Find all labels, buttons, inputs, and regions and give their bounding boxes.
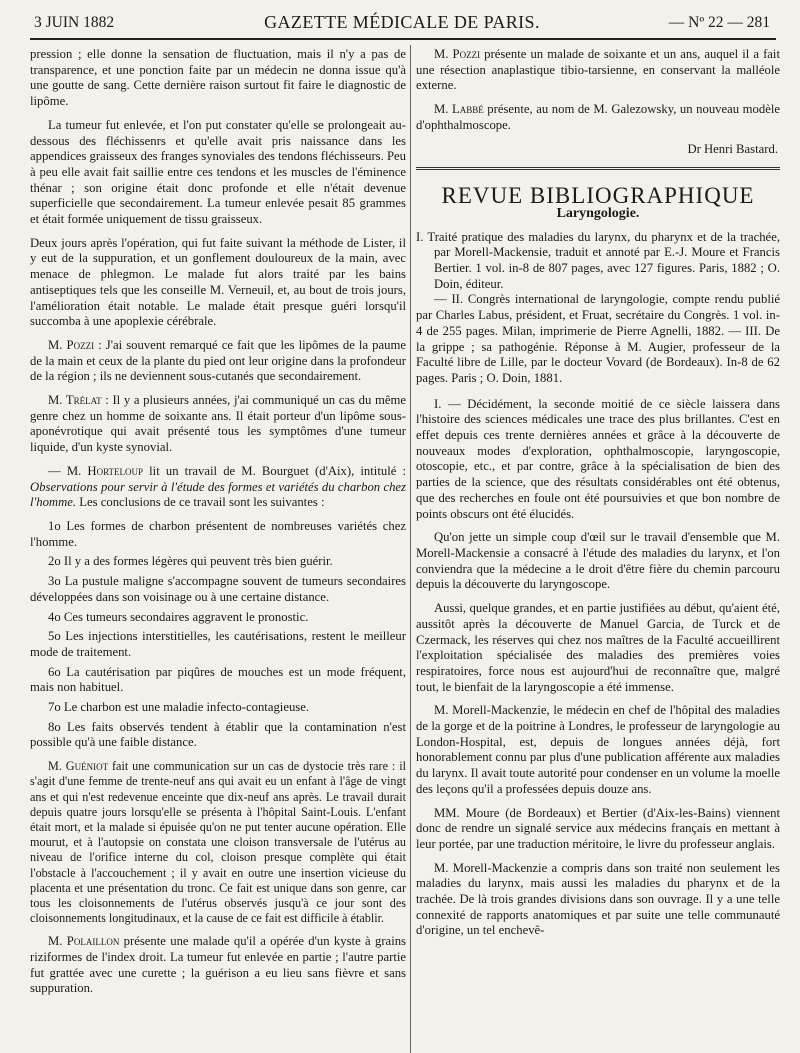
speaker-name: Horteloup [87,463,144,478]
speaker-name: M. Trélat [48,393,102,408]
left-column [30,47,406,1005]
page-header [34,12,770,38]
paragraph: Aussi, quelque grandes, et en partie justifiées au début, qu'aient été, aussitôt après la découverte de Manuel Garcia, de Turck et de Czermack, les réserves qui chez nos maîtres de la Faculté accueillirent l'exploitation spécialisée des maladies des premières voies respiratoires, force nous est aujourd'hui de reconnaître que, malgré tout, le bienfait de la laryngoscopie a été immense. [416,601,780,694]
list-item: 8o Les faits observés tendent à établir que la contamination n'est possible qu'à une faible distance. [30,719,406,750]
speaker-name: M. Polaillon [48,934,120,949]
section-rule [416,167,780,170]
list-item: 2o Il y a des formes légères qui peuvent très bien guérir. [48,554,333,569]
bibliography-entry [416,230,780,387]
paragraph: M. Morell-Mackenzie a compris dans son traité non seulement les maladies du larynx, mais aussi les maladies du pharynx et de la trachée. De là trois grandes divisions dans son ouvrage. Il y a une telle connexité de rapports anatomiques et par suite une telle communauté d'origine, un tel enchevê- [416,860,780,938]
speaker-text: présente, au nom de M. Galezowsky, un nouveau modèle d'ophthalmoscope. [416,102,780,132]
speaker-name: M. Labbé [434,102,484,117]
speaker-text: : Il y a plusieurs années, j'ai communiqué un cas du même genre chez un homme de soixante ans. Il était porteur d'un lipôme sous-aponévrotique qui avait présenté tous les symptômes d'une tumeur liquide, d'un kyste synovial. [30,393,406,455]
list-item: 4o Ces tumeurs secondaires aggravent le pronostic. [48,609,309,624]
paragraph-gueniot [30,759,406,926]
speaker-text: fait une communication sur un cas de dystocie très rare : il s'agit d'une femme de trente-neuf ans qui avait eu un enfant à l'âge de vingt ans et qui n'est redevenue enceinte que dix-neuf ans après. Le travail durait depuis quatre jours lorsqu'elle se présenta à l'hôpital Saint-Louis. L'enfant était mort, et la malade si épuisée qu'on ne put tenter aucune opération. Elle mourut, et à l'autopsie on constata une cloison transversale de l'utérus au niveau de l'orifice interne du col, cloison presque complète qui était l'obstacle à l'accouchement ; il y avait en outre une insertion vicieuse du placenta et une présentation du tronc. Ce fait est unique dans son genre, car tous les cloisonnements de l'utérus observés jusqu'à ce jour sont des cloisonnements longitudinaux, et la cause de ce fait est difficile à établir. [30,759,406,926]
paragraph: I. — Décidément, la seconde moitié de ce siècle laissera dans l'histoire des sciences médicales une trace des plus brillantes. C'est en effet depuis ces trente dernières années et grâce à la découverte de nouveaux modes d'exploration, ophthalmoscopie, laryngoscopie, otoscopie, etc., et par contre, grâce à la spécialisation de bien des parties de la science, que des résultats considérables ont été obtenus, que des recherches en foule ont été poursuivies et que bon nombre de points obscurs ont été élucidés. [416,396,780,521]
paragraph: pression ; elle donne la sensation de fluctuation, mais il n'y a pas de transparence, et une ponction faite par un médecin ne donna issue qu'à une goutte de sang. Cette dernière raison surtout fit faire le diagnostic de lipôme. [30,47,406,109]
list-item: 5o Les injections interstitielles, les cautérisations, restent le meilleur mode de traitement. [30,629,406,659]
header-rule [30,38,776,40]
speaker-text: présente un malade de soixante et un ans, auquel il a fait une résection anaplastique tibio-tarsienne, en conservant la malléole externe. [416,47,780,93]
paragraph-trelat [30,393,406,456]
paragraph-pozzi-2 [416,47,780,94]
list-item: 7o Le charbon est une maladie infecto-contagieuse. [48,700,310,715]
list-item: 6o La cautérisation par piqûres de mouches est un mode fréquent, mais non habituel. [30,664,406,695]
conclusions-list [30,519,406,751]
paragraph: M. Morell-Mackenzie, le médecin en chef de l'hôpital des maladies de la gorge et de la poitrine à Londres, le professeur de laryngologie au London-Hospital, est, depuis de longues années déjà, fort honorablement connu par plus d'une publication afférente aux maladies du larynx. Il avait toute autorité pour condenser en un volume la moelle des leçons qu'il a professées depuis douze ans. [416,703,780,796]
paragraph: La tumeur fut enlevée, et l'on put constater qu'elle se prolongeait au-dessous des fléchissenrs et qu'elle avait pris naissance dans les appendices graisseux des franges synoviales des tendons fléchisseurs. Peu à peu elle avait fait saillie entre ces tendons et les muscles de l'éminence thénar ; son origine était donc profonde et elle n'était devenue superficielle que secondairement. La tumeur enlevée pesait 85 grammes et était formée uniquement de tissu graisseux. [30,117,406,227]
paragraph-pozzi [30,338,406,385]
speaker-text: Les conclusions de ce travail sont les suivantes : [76,495,325,510]
paragraph: MM. Moure (de Bordeaux) et Bertier (d'Aix-les-Bains) viennent donc de rendre un signalé service aux médecins français en mettant à leur portée, par une traduction méritoire, le livre du professeur anglais. [416,805,780,851]
section-title: REVUE BIBLIOGRAPHIQUE [441,183,755,209]
bibliography-text: I. Traité pratique des maladies du larynx, du pharynx et de la trachée, par Morell-Mackensie, traduit et annoté par E.-J. Moure et Francis Bertier. 1 vol. in-8 de 807 pages, avec 127 figures. Paris, 1882 ; O. Doin, éditeur. [416,229,780,291]
speaker-name: M. Pozzi [434,47,481,61]
paragraph-polaillon [30,934,406,997]
paragraph: Deux jours après l'opération, qui fut faite suivant la méthode de Lister, il y eut de la suppuration, et un gonflement douloureux de la main, avec menace de phlegmon. Le malade fut alors traité par les bains antiseptiques tels que les conseille M. Verneuil, et, au bout de trois jours, l'amélioration était notable. Le malade était presque guéri lorsqu'il succomba à une apoplexie cérébrale. [30,235,406,329]
speaker-text: présente une malade qu'il a opérée d'un kyste à grains riziformes de l'index droit. La tumeur fut enlevée en partie ; l'autre partie fut grattée avec une curette ; la guérison a eu lieu sans fièvre et sans suppuration. [30,934,406,996]
paragraph-horteloup [30,464,406,511]
list-item: 3o La pustule maligne s'accompagne souvent de tumeurs secondaires développées dans son voisinage ou à une certaine distance. [30,574,406,604]
paragraph-labbe [416,102,780,133]
work-title: Observations pour servir à l'étude des formes et variétés du charbon chez l'homme. [30,479,406,510]
speaker-text: lit un travail de M. Bourguet (d'Aix), intitulé : [143,463,407,478]
header-date: 3 JUIN 1882 [34,14,115,31]
subsection-title: Laryngologie. [556,205,640,221]
bibliography-text: — II. Congrès international de laryngologie, compte rendu publié par Charles Labus, président, et Fruat, secrétaire du Congrès. 1 vol. in-4 de 255 pages. Milan, imprimerie de Pierre Agnelli, 1882. — III. De la grippe ; sa pathogénie. Réponse à M. Augier, professeur de la Faculté libre de Lille, par le docteur Vovard (de Bordeaux). In-8 de 62 pages. Paris ; O. Doin, 1881. [416,292,780,385]
speaker-text: : J'ai souvent remarqué ce fait que les lipômes de la paume de la main et ceux de la plante du pied ont leur origine dans la profondeur de la région ; ils ne deviennent sous-cutanés que secondairement. [30,337,406,384]
header-title: GAZETTE MÉDICALE DE PARIS. [264,12,540,32]
column-separator [410,45,411,1053]
paragraph: Qu'on jette un simple coup d'œil sur le travail d'ensemble que M. Morell-Mackensie a consacré à l'étude des maladies du larynx, et l'on conviendra que la médecine a le droit d'être fière du chemin parcouru depuis la découverte du laryngoscope. [416,530,780,592]
speaker-name: M. Guéniot [48,759,109,774]
header-number: — Nº 22 — 281 [668,14,770,31]
right-column [416,47,780,947]
author-signature: Dr Henri Bastard. [687,141,778,156]
list-item: 1o Les formes de charbon présentent de nombreuses variétés chez l'homme. [30,518,406,549]
dash-prefix: — M. [48,463,88,478]
speaker-name: M. Pozzi [48,337,95,352]
